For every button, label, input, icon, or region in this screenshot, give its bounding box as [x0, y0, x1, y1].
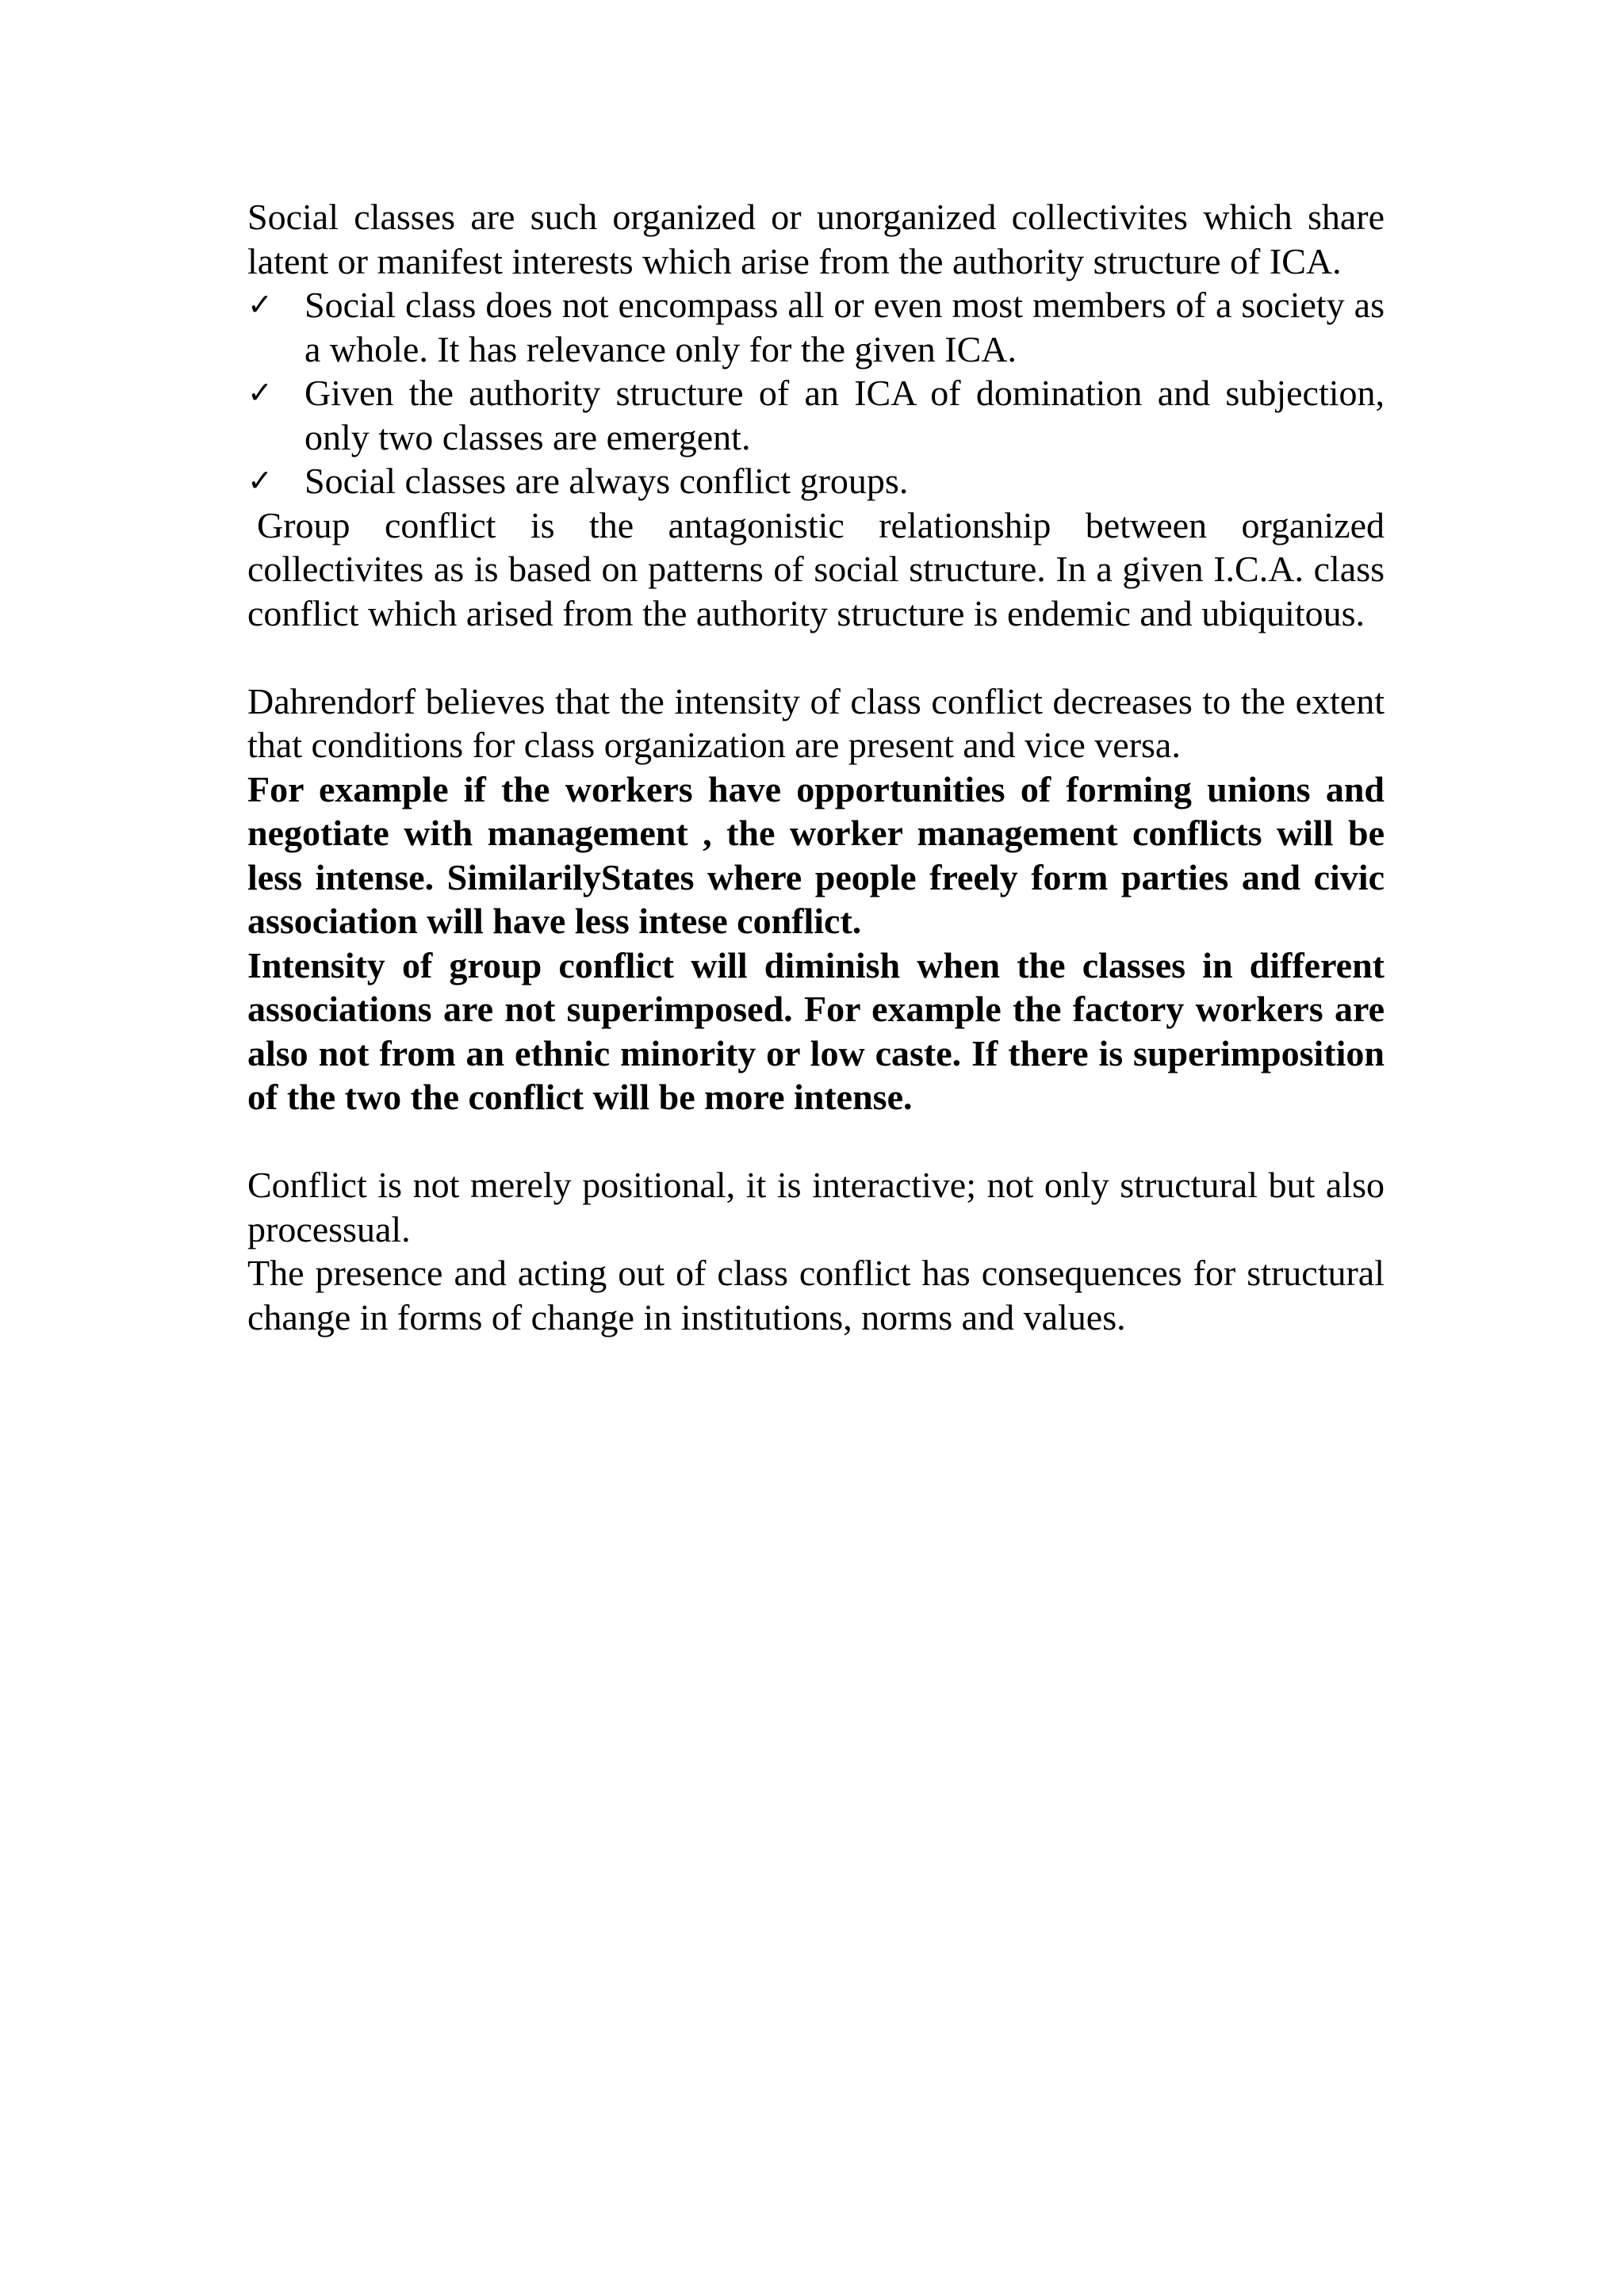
- dahrendorf-paragraph: Dahrendorf believes that the intensity of class conflict decreases to the extent that conditions for class organization are present and vice versa.: [247, 680, 1385, 765]
- checkmark-icon: ✓: [247, 463, 273, 498]
- conflict-nature-paragraph: Conflict is not merely positional, it is interactive; not only structural but also processual.: [247, 1165, 1385, 1249]
- list-item: [247, 371, 1385, 459]
- group-conflict-paragraph: Group conflict is the antagonistic relationship between organized collectivites as is based on patterns of social structure. In a given I.C.A. class conflict which arised from the authority structure is endemic and ubiquitous.: [247, 504, 1385, 633]
- consequences-paragraph: The presence and acting out of class conflict has consequences for structural change in forms of change in institutions, norms and values.: [247, 1253, 1385, 1337]
- list-item: [247, 283, 1385, 371]
- paragraph-spacer: [247, 635, 1385, 679]
- intro-paragraph: Social classes are such organized or unorganized collectivites which share latent or manifest interests which arise from the authority structure of ICA.: [247, 197, 1385, 281]
- bold-example-paragraph: For example if the workers have opportunities of forming unions and negotiate with management , the worker management conflicts will be less intense. SimilarilyStates where people freely form parties and civic association will have less intese conflict.: [247, 768, 1385, 941]
- bold-superimposition-paragraph: Intensity of group conflict will diminish when the classes in different associations are not superimposed. For example the factory workers are also not from an ethnic minority or low caste. If there is superimposition of the two the conflict will be more intense.: [247, 944, 1385, 1117]
- list-item: [247, 459, 1385, 503]
- bullet-text: Social classes are always conflict groups.: [304, 461, 909, 501]
- checkmark-icon: ✓: [247, 287, 273, 322]
- document-body: [247, 195, 1385, 1339]
- bullet-list: [247, 283, 1385, 503]
- bullet-text: Given the authority structure of an ICA of domination and subjection, only two classes are emergent.: [304, 373, 1385, 457]
- checkmark-icon: ✓: [247, 375, 273, 410]
- paragraph-spacer: [247, 1119, 1385, 1164]
- bullet-text: Social class does not encompass all or even most members of a society as a whole. It has relevance only for the given ICA.: [304, 285, 1385, 369]
